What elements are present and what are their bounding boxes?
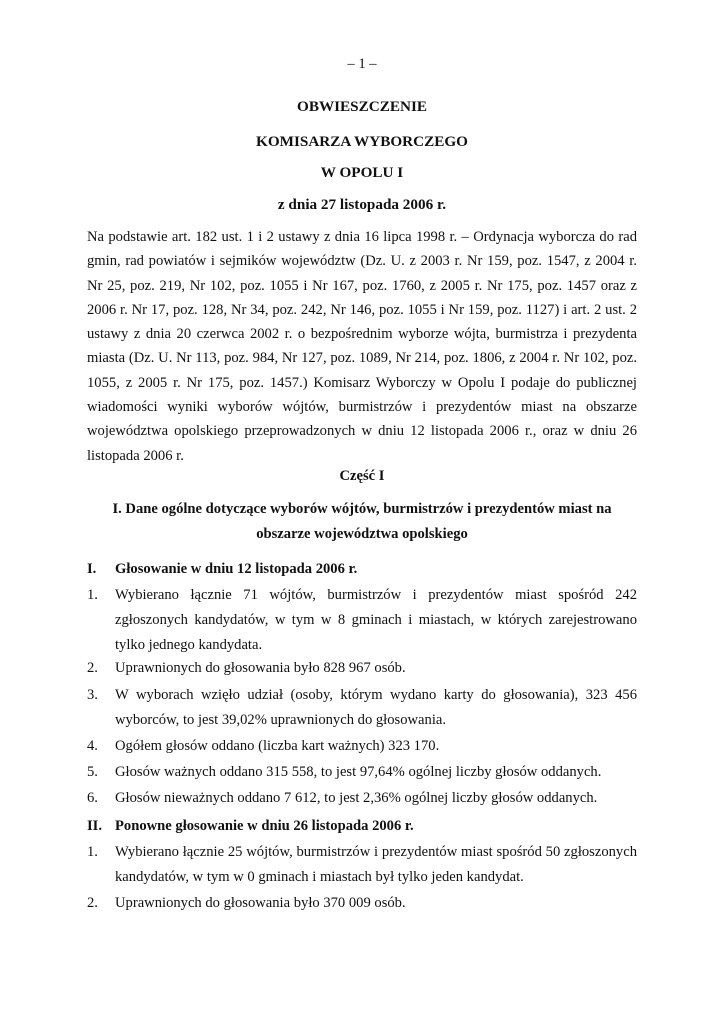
list-item	[87, 786, 637, 811]
title-announcement: OBWIESZCZENIE	[297, 98, 427, 115]
list-item-text: Ogółem głosów oddano (liczba kart ważnych) 323 170.	[115, 738, 440, 754]
list-item	[87, 840, 637, 890]
list-item-number: 6.	[87, 790, 98, 806]
list-item	[87, 734, 637, 759]
title-location: W OPOLU I	[320, 164, 404, 181]
list-item-text: Wybierano łącznie 71 wójtów, burmistrzów i prezydentów miast spośród 242 zgłoszonych kandydatów, w tym w 8 gminach i miastach, w których zarejestrowano tylko jednego kandydata.	[115, 587, 637, 653]
list-item-number: 4.	[87, 738, 98, 754]
list-item-text: Wybierano łącznie 25 wójtów, burmistrzów i prezydentów miast spośród 50 zgłoszonych kandydatów, w tym w 0 gminach i miastach był tylko jeden kandydat.	[115, 844, 637, 885]
title-commissioner: KOMISARZA WYBORCZEGO	[256, 133, 468, 150]
list-item	[87, 583, 637, 658]
list-item-number: 2.	[87, 895, 98, 911]
part-heading: Część I	[339, 468, 385, 484]
section2-heading	[87, 814, 637, 839]
list-item	[87, 760, 637, 785]
section-title-line1: I. Dane ogólne dotyczące wyborów wójtów, burmistrzów i prezydentów miast na	[112, 501, 612, 517]
intro-paragraph: Na podstawie art. 182 ust. 1 i 2 ustawy z dnia 16 lipca 1998 r. – Ordynacja wyborcza do rad gmin, rad powiatów i sejmików województw (Dz. U. z 2003 r. Nr 159, poz. 1547, z 2004 r. Nr 25, poz. 219, Nr 102, poz. 1055 i Nr 167, poz. 1760, z 2005 r. Nr 175, poz. 1457 oraz z 2006 r. Nr 17, poz. 128, Nr 34, poz. 242, Nr 146, poz. 1055 i Nr 159, poz. 1127) i art. 2 ust. 2 ustawy z dnia 20 czerwca 2002 r. o bezpośrednim wyborze wójta, burmistrza i prezydenta miasta (Dz. U. Nr 113, poz. 984, Nr 127, poz. 1089, Nr 214, poz. 1806, z 2004 r. Nr 102, poz. 1055, z 2005 r. Nr 175, poz. 1457.) Komisarz Wyborczy w Opolu I podaje do publicznej wiadomości wyniki wyborów wójtów, burmistrzów i prezydentów miast na obszarze województwa opolskiego przeprowadzonych w dniu 12 listopada 2006 r., oraz w dniu 26 listopada 2006 r.	[87, 229, 637, 464]
list-item-text: Głosów nieważnych oddano 7 612, to jest 2,36% ogólnej liczby głosów oddanych.	[115, 790, 598, 806]
list-item-text: Głosów ważnych oddano 315 558, to jest 97,64% ogólnej liczby głosów oddanych.	[115, 764, 602, 780]
list-item-number: 1.	[87, 844, 98, 860]
section2-title: Ponowne głosowanie w dniu 26 listopada 2006 r.	[115, 818, 414, 834]
section-title-line2: obszarze województwa opolskiego	[256, 526, 468, 542]
list-item-number: 1.	[87, 587, 98, 603]
list-item-text: Uprawnionych do głosowania było 828 967 osób.	[115, 660, 406, 676]
list-item	[87, 683, 637, 733]
section2-number: II.	[87, 818, 103, 834]
list-item-text: W wyborach wzięło udział (osoby, którym wydano karty do głosowania), 323 456 wyborców, to jest 39,02% uprawnionych do głosowania.	[115, 687, 637, 728]
list-item-number: 2.	[87, 660, 98, 676]
page-number: – 1 –	[347, 56, 377, 72]
list-item-number: 3.	[87, 687, 98, 703]
section1-number: I.	[87, 561, 97, 577]
list-item-number: 5.	[87, 764, 98, 780]
section1-heading	[87, 557, 637, 582]
section1-title: Głosowanie w dniu 12 listopada 2006 r.	[115, 561, 358, 577]
title-date: z dnia 27 listopada 2006 r.	[277, 196, 447, 213]
list-item-text: Uprawnionych do głosowania było 370 009 osób.	[115, 895, 406, 911]
list-item	[87, 891, 637, 916]
list-item	[87, 656, 637, 681]
